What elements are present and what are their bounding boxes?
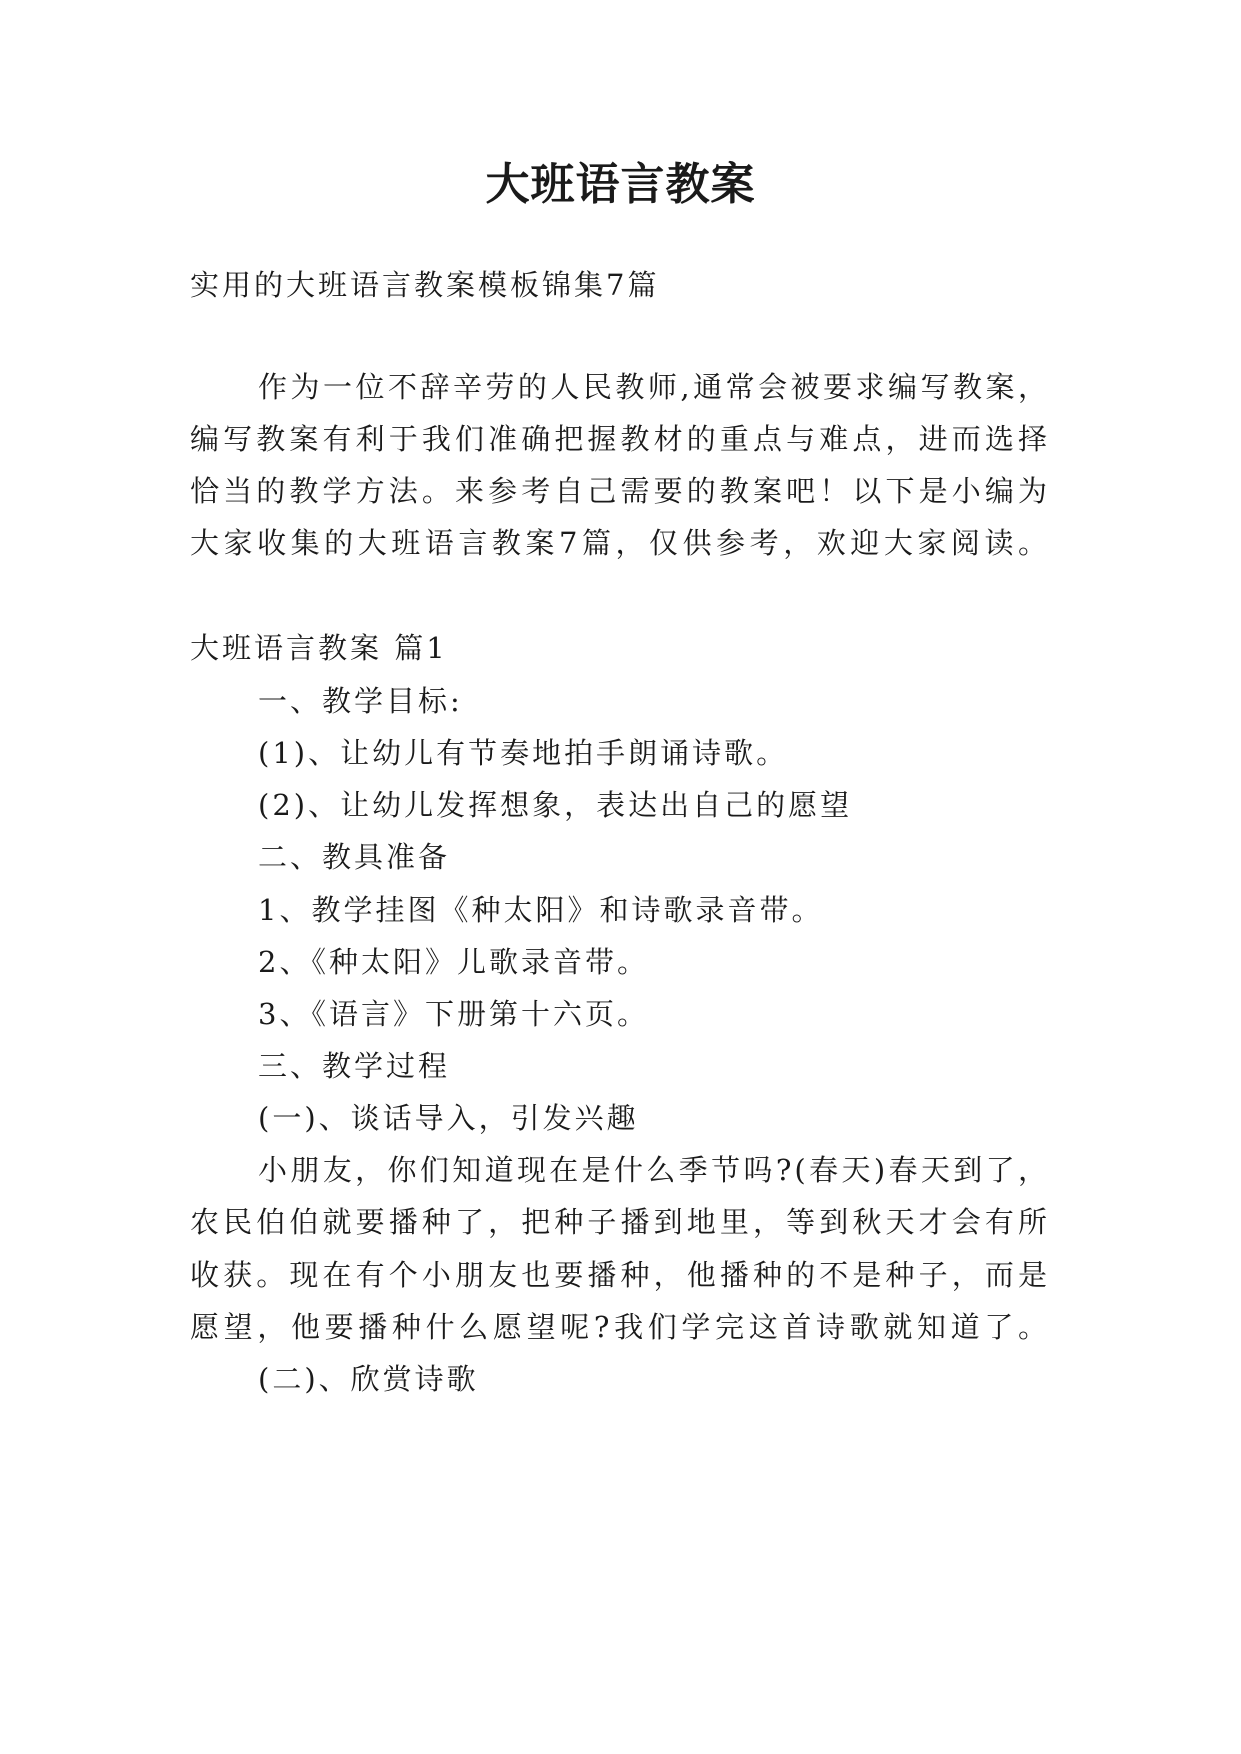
document-subtitle: 实用的大班语言教案模板锦集7篇 — [190, 268, 660, 302]
intro-line: 大家收集的大班语言教案7篇，仅供参考，欢迎大家阅读。 — [190, 526, 1050, 560]
body-line: 三、教学过程 — [258, 1049, 451, 1083]
body-line: 1、教学挂图《种太阳》和诗歌录音带。 — [258, 893, 824, 927]
body-line: (二)、欣赏诗歌 — [258, 1362, 479, 1396]
intro-line: 恰当的教学方法。来参考自己需要的教案吧！以下是小编为 — [190, 474, 1050, 508]
body-line: 二、教具准备 — [258, 840, 451, 874]
paragraph-line: 农民伯伯就要播种了，把种子播到地里，等到秋天才会有所 — [190, 1205, 1050, 1239]
paragraph-line: 小朋友，你们知道现在是什么季节吗?(春天)春天到了， — [258, 1153, 1050, 1187]
body-line: (2)、让幼儿发挥想象，表达出自己的愿望 — [258, 788, 853, 822]
intro-line: 作为一位不辞辛劳的人民教师,通常会被要求编写教案， — [258, 370, 1050, 404]
body-line: (1)、让幼儿有节奏地拍手朗诵诗歌。 — [258, 736, 789, 770]
body-line: 3、《语言》下册第十六页。 — [258, 997, 649, 1031]
document-title: 大班语言教案 — [485, 159, 756, 210]
paragraph-line: 愿望，他要播种什么愿望呢?我们学完这首诗歌就知道了。 — [190, 1310, 1050, 1344]
section-heading: 大班语言教案 篇1 — [190, 631, 448, 665]
body-line: 2、《种太阳》儿歌录音带。 — [258, 945, 649, 979]
body-line: 一、教学目标: — [258, 684, 463, 718]
paragraph-line: 收获。现在有个小朋友也要播种，他播种的不是种子，而是 — [190, 1258, 1050, 1292]
body-line: (一)、谈话导入，引发兴趣 — [258, 1101, 639, 1135]
intro-line: 编写教案有利于我们准确把握教材的重点与难点，进而选择 — [190, 422, 1050, 456]
